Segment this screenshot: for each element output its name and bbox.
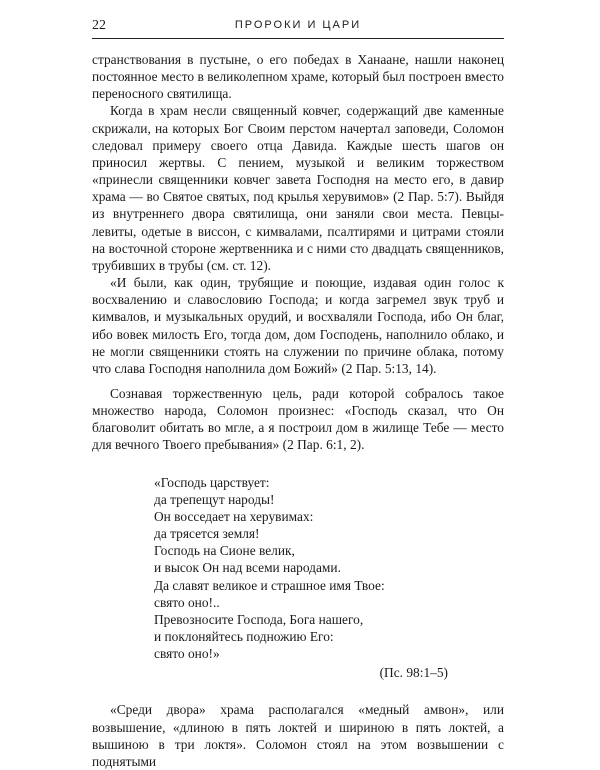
poem-line: Он восседает на херувимах:: [154, 508, 314, 524]
spacer: [92, 681, 504, 691]
spacer: [92, 377, 504, 385]
psalm-quote: [154, 474, 448, 682]
poem-line: и высок Он над всеми народами.: [154, 560, 341, 576]
page-body: [92, 51, 504, 770]
poem-line: свято оно!»: [154, 646, 220, 662]
poem-line: и поклоняйтесь подножию Его:: [154, 629, 334, 644]
paragraph-4: Сознавая торжественную цель, ради которой собралось такое множество народа, Соломон произнес: «Господь сказал, что Он благоволит обитать во мгле, а я построил дом в жилище Тебе — место для вечного Твоего пребывания» (2 Пар. 6:1, 2).: [92, 385, 504, 453]
paragraph-2: Когда в храм несли священный ковчег, содержащий две каменные скрижали, на которых Бог Своим перстом начертал заповеди, Соломон следовал примеру своего отца Давида. Каждые шесть шагов он приносил жертвы. С пением, музыкой и великим торжеством «принесли священники ковчег завета Господня на место его, в давир храма — во Святое святых, под крылья херувимов» (2 Пар. 5:7). Выйдя из внутреннего двора святилища, они заняли свои места. Певцы-левиты, одетые в виссон, с кимвалами, псалтирями и цитрами стояли на восточной стороне жертвенника и с ними сто двадцать священников, трубивших в трубы (см. ст. 12).: [92, 103, 504, 273]
paragraph-3: «И были, как один, трубящие и поющие, издавая один голос к восхвалению и славословию Господа; и когда загремел звук труб и кимвалов, и музыкальных орудий, и восхваляли Господа, ибо Он благ, ибо вовек милость Его, тогда дом, дом Господень, наполнило облако, и не могли священники стоять на служении по причине облака, потому что слава Господня наполнила дом Божий» (2 Пар. 5:13, 14).: [92, 275, 504, 376]
spacer: [92, 454, 504, 464]
poem-line: да трепещут народы!: [154, 491, 275, 507]
paragraph-5: «Среди двора» храма располагался «медный амвон», или возвышение, «длиною в пять локтей и шириною в пять локтей, а вышиною в три локтя». Соломон стоял на этом возвышении с поднятыми: [92, 702, 504, 769]
poem-line: да трясется земля!: [154, 526, 260, 542]
poem-line: Да славят великое и страшное имя Твое:: [154, 577, 385, 593]
page-header: [92, 16, 504, 39]
spacer: [92, 464, 504, 474]
poem-line: свято оно!..: [154, 594, 220, 610]
poem-line: Превозносите Господа, Бога нашего,: [154, 611, 364, 627]
poem-line: Господь на Сионе велик,: [154, 543, 295, 559]
spacer: [92, 691, 504, 701]
poem-line: «Господь царствует:: [154, 474, 270, 490]
running-title: ПРОРОКИ И ЦАРИ: [234, 19, 362, 31]
paragraph-1: странствования в пустыне, о его победах в Ханаане, нашли наконец постоянное место в великолепном храме, который был построен вместо переносного святилища.: [92, 52, 504, 102]
page-number: 22: [92, 18, 106, 33]
psalm-citation: (Пс. 98:1–5): [379, 665, 448, 681]
